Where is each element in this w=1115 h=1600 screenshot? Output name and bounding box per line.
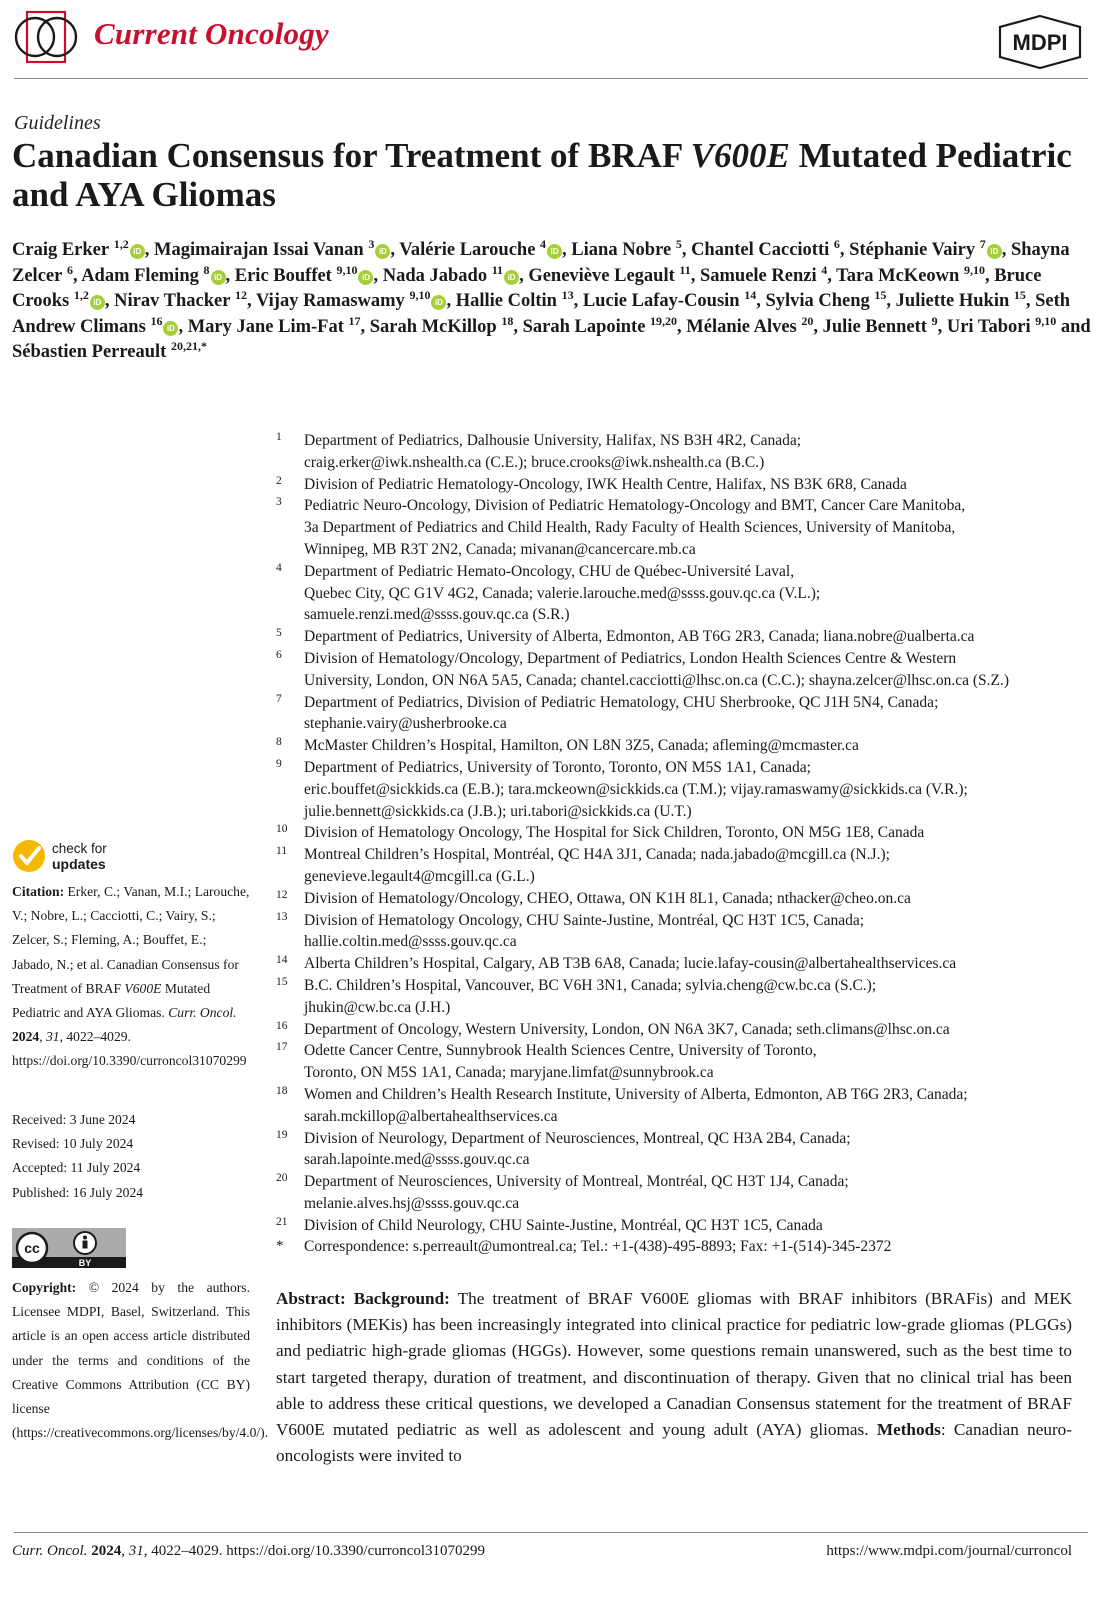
author-affiliation-sup: 6	[66, 262, 73, 277]
check-for-updates-badge[interactable]	[12, 836, 142, 876]
author[interactable]	[522, 313, 687, 337]
affiliation-item	[276, 975, 1086, 1019]
author-separator: ,	[827, 265, 837, 286]
author-affiliation-sup: 19,20	[650, 313, 678, 328]
author-name: and Sébastien Perreault	[12, 316, 1091, 363]
author[interactable]	[12, 237, 154, 260]
check-updates-line2: updates	[52, 856, 106, 872]
abstract-methods-text: : Canadian neuro-oncologists were invited to	[276, 1420, 1073, 1466]
author-separator: ,	[178, 316, 188, 337]
footer-year: 2024	[91, 1543, 122, 1559]
author[interactable]	[114, 288, 256, 312]
author[interactable]	[187, 313, 370, 337]
author-name: Sylvia Cheng	[765, 291, 870, 312]
affiliation-number: 19	[276, 1128, 288, 1141]
affiliation-number: 14	[276, 954, 288, 967]
affiliation-line: Division of Neurology, Department of Neurosciences, Montreal, QC H3A 2B4, Canada;	[304, 1129, 851, 1147]
author[interactable]	[946, 313, 1061, 337]
affiliation-number: 6	[276, 648, 282, 661]
publication-dates	[12, 1108, 250, 1205]
author-name: Geneviève Legault	[528, 265, 675, 286]
author-name: Juliette Hukin	[895, 291, 1010, 312]
affiliation-number: 8	[276, 736, 282, 749]
footer-volume: 31	[128, 1543, 144, 1559]
affiliation-line: Department of Pediatrics, University of Toronto, Toronto, ON M5S 1A1, Canada;	[304, 758, 811, 776]
journal-name[interactable]: Current Oncology	[94, 16, 329, 51]
affiliation-item	[276, 1019, 1086, 1041]
affiliation-line: genevieve.legault4@mcgill.ca (G.L.)	[304, 867, 535, 885]
author-name: Nirav Thacker	[114, 291, 231, 312]
affiliation-item	[276, 430, 1086, 474]
affiliation-line: Department of Pediatrics, Dalhousie University, Halifax, NS B3H 4R2, Canada;	[304, 432, 802, 449]
affiliation-number: 4	[276, 561, 282, 574]
author-separator: ,	[104, 291, 115, 312]
author-separator: ,	[573, 291, 583, 312]
abstract	[276, 1286, 1072, 1469]
author-name: Craig Erker	[12, 240, 110, 260]
affiliation-number: 5	[276, 627, 282, 640]
affiliation-line: Division of Hematology Oncology, The Hospital for Sick Children, Toronto, ON M5G 1E8, Canada	[304, 824, 925, 842]
affiliation-item	[276, 735, 1086, 757]
affiliation-line: Department of Pediatrics, Division of Pediatric Hematology, CHU Sherbrooke, QC J1H 5N4, Canada;	[304, 693, 939, 711]
citation-block: Citation: Erker, C.; Vanan, M.I.; Larouche, V.; Nobre, L.; Cacciotti, C.; Vairy, S.; Zelcer, S.; Fleming, A.; Bouffet, E.; Jabado, N.; et al. Canadian Consensus for Treatment of BRAF V600E Mutated Pediatric and AYA Gliomas. Curr. Oncol. 2024, 31, 4022–4029. https://doi.org/10.3390/curroncol31070299	[12, 884, 250, 1069]
orcid-icon[interactable]: iD	[90, 295, 105, 310]
affiliation-item	[276, 910, 1086, 954]
copyright-notice	[12, 1276, 269, 1445]
orcid-icon[interactable]: iD	[987, 244, 1002, 259]
author-name: Lucie Lafay-Cousin	[582, 291, 740, 312]
author-separator: ,	[72, 265, 82, 286]
author-separator: ,	[519, 265, 529, 286]
author-affiliation-sup: 20,21,*	[170, 339, 207, 354]
author[interactable]	[455, 288, 583, 312]
affiliation-line: samuele.renzi.med@ssss.gouv.qc.ca (S.R.)	[304, 606, 570, 624]
orcid-icon[interactable]: iD	[130, 244, 145, 259]
author-affiliation-sup: 9,10	[409, 288, 431, 303]
orcid-icon[interactable]: iD	[375, 244, 390, 259]
author-name: Julie Bennett	[822, 316, 927, 337]
check-updates-line1: check for	[52, 841, 107, 856]
author-separator: ,	[813, 316, 823, 337]
author-name: Valérie Larouche	[399, 240, 536, 260]
affiliation-line: Odette Cancer Centre, Sunnybrook Health Sciences Centre, University of Toronto,	[304, 1042, 817, 1060]
affiliation-number: 20	[276, 1172, 288, 1185]
author-separator: ,	[690, 265, 700, 286]
affiliation-item	[276, 495, 1086, 560]
orcid-icon[interactable]: iD	[358, 270, 373, 285]
orcid-icon[interactable]: iD	[547, 244, 562, 259]
author-separator: ,	[756, 291, 766, 312]
affiliation-number: 10	[276, 823, 288, 836]
copyright-text: © 2024 by the authors. Licensee MDPI, Basel, Switzerland. This article is an open access article distributed under the terms and conditions of the Creative Commons Attribution (CC BY) license (https://creativecommons.org/licenses/by/4.0/).	[12, 1280, 269, 1441]
affiliation-item	[276, 474, 1086, 496]
affiliation-line: sarah.mckillop@albertahealthservices.ca	[304, 1107, 558, 1125]
citation-label: Citation:	[12, 884, 65, 899]
affiliation-line: Department of Pediatrics, University of Alberta, Edmonton, AB T6G 2R3, Canada; liana.nobre@ualberta.ca	[304, 628, 975, 646]
author-affiliation-sup: 9	[931, 313, 938, 328]
title-gene-italic: V600E	[690, 136, 790, 175]
orcid-icon[interactable]: iD	[504, 270, 519, 285]
affiliation-number: 21	[276, 1215, 288, 1228]
author-separator: ,	[144, 240, 154, 260]
author-name: Vijay Ramaswamy	[255, 291, 405, 312]
journal-logo	[14, 10, 78, 64]
affiliation-line: Toronto, ON M5S 1A1, Canada; maryjane.limfat@sunnybrook.ca	[304, 1064, 714, 1082]
correspondence	[276, 1236, 1086, 1258]
publisher-logo[interactable]	[992, 14, 1088, 70]
author-affiliation-sup: 3	[368, 237, 375, 251]
affiliation-line: Department of Oncology, Western University, London, ON N6A 3K7, Canada; seth.climans@lhsc.on.ca	[304, 1020, 950, 1038]
footer-divider	[14, 1532, 1088, 1533]
author-affiliation-sup: 17	[348, 313, 361, 328]
affiliation-item	[276, 1128, 1086, 1172]
author-affiliation-sup: 14	[744, 288, 757, 303]
abstract-methods-label: Methods	[876, 1420, 941, 1440]
author-affiliation-sup: 9,10	[963, 262, 985, 277]
header-divider	[14, 78, 1088, 79]
affiliation-line: Department of Neurosciences, University of Montreal, Montréal, QC H3T 1J4, Canada;	[304, 1173, 849, 1191]
author[interactable]	[836, 262, 995, 286]
affiliation-item	[276, 1215, 1086, 1237]
author-affiliation-sup: 1,2	[73, 288, 89, 303]
author[interactable]	[686, 313, 823, 337]
affiliation-line: Women and Children’s Health Research Institute, University of Alberta, Edmonton, AB T6G 2R3, Canada;	[304, 1085, 968, 1103]
footer-doi[interactable]: , 4022–4029. https://doi.org/10.3390/curroncol31070299	[143, 1543, 486, 1559]
author-name: Tara McKeown	[836, 265, 960, 286]
affiliation-line: melanie.alves.hsj@ssss.gouv.qc.ca	[304, 1194, 520, 1212]
affiliation-item	[276, 692, 1086, 736]
affiliation-line: hallie.coltin.med@ssss.gouv.qc.ca	[304, 933, 517, 951]
affiliation-item	[276, 626, 1086, 648]
author-affiliation-sup: 7	[979, 237, 986, 251]
affiliation-number: 16	[276, 1019, 288, 1032]
affiliation-number: 18	[276, 1084, 288, 1097]
author-name: Eric Bouffet	[234, 265, 332, 286]
affiliation-line: jhukin@cw.bc.ca (J.H.)	[304, 998, 451, 1016]
author-name: Adam Fleming	[81, 265, 199, 286]
citation-year: 2024	[12, 1029, 40, 1045]
author[interactable]	[81, 262, 235, 286]
journal-logo-icon	[14, 10, 78, 64]
affiliation-line: Montreal Children’s Hospital, Montréal, QC H4A 3J1, Canada; nada.jabado@mcgill.ca (N.J.);	[304, 846, 890, 864]
author-name: Sarah McKillop	[369, 316, 497, 337]
author-affiliation-sup: 11	[491, 262, 504, 277]
article-type: Guidelines	[14, 112, 101, 134]
author-separator: ,	[681, 240, 692, 260]
author-affiliation-sup: 13	[561, 288, 574, 303]
affiliation-line: Division of Hematology Oncology, CHU Sainte-Justine, Montréal, QC H3T 1C5, Canada;	[304, 911, 865, 929]
author-name: Uri Tabori	[946, 316, 1031, 337]
author-name: Shayna Zelcer	[12, 240, 1070, 286]
published-date: Published: 16 July 2024	[12, 1184, 144, 1200]
cc-by-icon	[12, 1228, 126, 1268]
citation-gene: V600E	[124, 980, 162, 996]
affiliation-line: 3a Department of Pediatrics and Child Health, Rady Faculty of Health Sciences, University of Manitoba,	[304, 519, 956, 537]
affiliation-number: 17	[276, 1041, 288, 1054]
affiliation-line: julie.bennett@sickkids.ca (J.B.); uri.tabori@sickkids.ca (U.T.)	[304, 802, 692, 820]
author-affiliation-sup: 15	[874, 288, 887, 303]
affiliation-number: 15	[276, 975, 288, 988]
affiliation-number: 9	[276, 757, 282, 770]
affiliation-line: Quebec City, QC G1V 4G2, Canada; valerie.larouche.med@ssss.gouv.qc.ca (V.L.);	[304, 584, 821, 602]
author-separator: ,	[390, 240, 400, 260]
author-affiliation-sup: 18	[501, 313, 514, 328]
by-text: BY	[78, 1258, 92, 1268]
cc-text: cc	[24, 1240, 40, 1256]
received-date: Received: 3 June 2024	[12, 1112, 136, 1127]
author-name: Magimairajan Issai Vanan	[153, 240, 364, 260]
author-affiliation-sup: 4	[540, 237, 547, 251]
author-separator: ,	[839, 240, 850, 260]
author-affiliation-sup: 6	[833, 237, 840, 251]
author-name: Chantel Cacciotti	[691, 240, 830, 260]
copyright-label: Copyright:	[12, 1280, 77, 1295]
affiliation-line: Alberta Children’s Hospital, Calgary, AB T3B 6A8, Canada; lucie.lafay-cousin@albertahealthservices.ca	[304, 955, 957, 973]
author[interactable]	[822, 313, 947, 337]
author-separator: ,	[984, 265, 995, 286]
author-separator: ,	[1001, 240, 1011, 260]
author-name: Mary Jane Lim-Fat	[187, 316, 344, 337]
affiliation-item	[276, 888, 1086, 910]
affiliation-line: sarah.lapointe.med@ssss.gouv.qc.ca	[304, 1151, 530, 1169]
author[interactable]	[895, 288, 1036, 312]
author-name: Mélanie Alves	[686, 316, 797, 337]
author-separator: ,	[562, 240, 572, 260]
author-name: Seth Andrew Climans	[12, 291, 1071, 337]
author[interactable]	[691, 237, 850, 260]
affiliation-item	[276, 757, 1086, 822]
mdpi-logo-icon	[992, 14, 1088, 70]
revised-date: Revised: 10 July 2024	[12, 1136, 134, 1152]
affiliation-number: 1	[276, 431, 282, 443]
affiliation-item	[276, 822, 1086, 844]
affiliation-line: B.C. Children’s Hospital, Vancouver, BC V6H 3N1, Canada; sylvia.cheng@cw.bc.ca (S.C.);	[304, 976, 877, 994]
affiliation-number: *	[276, 1238, 284, 1255]
affiliation-item	[276, 1040, 1086, 1084]
author-name: Samuele Renzi	[699, 265, 817, 286]
affiliation-item	[276, 648, 1086, 692]
affiliation-item	[276, 953, 1086, 975]
author-affiliation-sup: 5	[675, 237, 682, 251]
author-name: Bruce Crooks	[12, 265, 1042, 312]
affiliation-number: 2	[276, 474, 282, 487]
author-affiliation-sup: 15	[1013, 288, 1026, 303]
abstract-background-label: Background:	[353, 1289, 450, 1308]
author-name: Sarah Lapointe	[522, 316, 646, 337]
affiliation-line: Correspondence: s.perreault@umontreal.ca; Tel.: +1-(438)-495-8893; Fax: +1-(514)-345-2372	[304, 1238, 892, 1256]
affiliation-item	[276, 844, 1086, 888]
author-name: Liana Nobre	[571, 240, 672, 260]
affiliation-line: Pediatric Neuro-Oncology, Division of Pediatric Hematology-Oncology and BMT, Cancer Care Manitoba,	[304, 497, 966, 515]
author[interactable]	[699, 262, 837, 286]
author[interactable]	[399, 237, 572, 260]
author-separator: ,	[446, 291, 456, 312]
citation-volume: 31	[45, 1029, 60, 1045]
citation-text-2: Mutated Pediatric and AYA Gliomas.	[12, 980, 211, 1021]
author-affiliation-sup: 11	[679, 262, 691, 277]
affiliation-number: 11	[276, 845, 288, 858]
affiliation-line: Division of Child Neurology, CHU Sainte-Justine, Montréal, QC H3T 1C5, Canada	[304, 1216, 823, 1234]
citation-doi[interactable]: , 4022–4029. https://doi.org/10.3390/curroncol31070299	[12, 1029, 247, 1069]
author[interactable]	[571, 237, 692, 260]
author[interactable]	[382, 262, 529, 286]
orcid-icon[interactable]: iD	[163, 321, 178, 336]
author[interactable]	[765, 288, 896, 312]
orcid-icon[interactable]: iD	[431, 295, 446, 310]
author[interactable]	[153, 237, 400, 260]
affiliation-item	[276, 1171, 1086, 1215]
affiliation-line: Department of Pediatric Hemato-Oncology, CHU de Québec-Université Laval,	[304, 562, 795, 580]
orcid-icon[interactable]: iD	[211, 270, 226, 285]
affiliation-list	[276, 430, 1086, 1258]
affiliation-number: 12	[276, 888, 288, 901]
affiliation-line: Division of Hematology/Oncology, CHEO, Ottawa, ON K1H 8L1, Canada; nthacker@cheo.on.ca	[304, 889, 911, 907]
check-updates-icon	[12, 836, 142, 876]
author-separator: ,	[677, 316, 687, 337]
affiliation-line: McMaster Children’s Hospital, Hamilton, ON L8N 3Z5, Canada; afleming@mcmaster.ca	[304, 737, 859, 755]
affiliation-number: 13	[276, 910, 288, 923]
author[interactable]	[849, 237, 1011, 260]
author-affiliation-sup: 4	[821, 262, 828, 277]
publisher-name: MDPI	[1012, 30, 1068, 55]
author-affiliation-sup: 12	[235, 288, 248, 303]
author-affiliation-sup: 1,2	[113, 237, 129, 251]
affiliation-item	[276, 561, 1086, 626]
footer-journal-url[interactable]: https://www.mdpi.com/journal/curroncol	[826, 1543, 1072, 1559]
author-affiliation-sup: 8	[203, 262, 210, 277]
affiliation-line: Division of Pediatric Hematology-Oncology, IWK Health Centre, Halifax, NS B3K 6R8, Canada	[304, 475, 907, 493]
author-affiliation-sup: 20	[801, 313, 814, 328]
author[interactable]	[255, 288, 456, 312]
abstract-label: Abstract:	[276, 1289, 346, 1308]
author-separator: ,	[247, 291, 256, 312]
affiliation-line: craig.erker@iwk.nshealth.ca (C.E.); bruce.crooks@iwk.nshealth.ca (B.C.)	[304, 453, 765, 471]
abstract-background-text: The treatment of BRAF V600E gliomas with BRAF inhibitors (BRAFis) and MEK inhibitors (MEKis) has been increasingly integrated into clinical practice for pediatric low-grade gliomas (PLGGs) and pediatric high-grade gliomas (HGGs). However, some questions remain unanswered, such as the best time to start targeted therapy, duration of treatment, and discontinuation of therapy. Given that no clinical trial has been able to address these critical questions, we developed a Canadian Consensus statement for the treatment of BRAF V600E mutated pediatric as well as adolescent and young adult (AYA) gliomas.	[276, 1289, 1073, 1440]
affiliation-item	[276, 1084, 1086, 1128]
affiliation-line: stephanie.vairy@usherbrooke.ca	[304, 715, 507, 733]
author-name: Hallie Coltin	[455, 291, 557, 312]
citation-text: Erker, C.; Vanan, M.I.; Larouche, V.; Nobre, L.; Cacciotti, C.; Vairy, S.; Zelcer, S.; Fleming, A.; Bouffet, E.; Jabado, N.; et al. Canadian Consensus for Treatment of BRAF	[12, 884, 250, 996]
author-name: Stéphanie Vairy	[849, 240, 976, 260]
accepted-date: Accepted: 11 July 2024	[12, 1160, 141, 1176]
footer-citation: Curr. Oncol. 2024, 31, 4022–4029. https://doi.org/10.3390/curroncol31070299	[12, 1543, 486, 1559]
footer-journal: Curr. Oncol.	[12, 1543, 88, 1559]
author-list	[12, 238, 1092, 366]
article-title	[12, 136, 1082, 214]
author-affiliation-sup: 9,10	[1035, 313, 1057, 328]
author-separator: ,	[373, 265, 383, 286]
author-affiliation-sup: 9,10	[336, 262, 358, 277]
citation-journal: Curr. Oncol.	[168, 1005, 237, 1021]
affiliation-number: 7	[276, 692, 282, 705]
title-part-2: Mutated Pediatric and AYA Gliomas	[12, 136, 1072, 214]
author[interactable]	[234, 262, 383, 286]
author-separator: ,	[937, 316, 947, 337]
author-separator: ,	[1025, 291, 1036, 312]
author-separator: ,	[225, 265, 235, 286]
author-separator: ,	[360, 316, 370, 337]
author-affiliation-sup: 16	[150, 313, 163, 328]
affiliation-line: Division of Hematology/Oncology, Department of Pediatrics, London Health Sciences Centre & Western	[304, 649, 957, 667]
affiliation-line: eric.bouffet@sickkids.ca (E.B.); tara.mckeown@sickkids.ca (T.M.); vijay.ramaswamy@sickkids.ca (V.R.);	[304, 780, 968, 798]
author-separator: ,	[886, 291, 896, 312]
author[interactable]	[369, 313, 523, 337]
title-part-1: Canadian Consensus for Treatment of BRAF	[12, 136, 691, 175]
cc-by-license-badge[interactable]	[12, 1228, 126, 1268]
affiliation-line: University, London, ON N6A 5A5, Canada; chantel.cacciotti@lhsc.on.ca (C.C.); shayna.zelcer@lhsc.on.ca (S.Z.)	[304, 671, 1010, 689]
author-separator: ,	[513, 316, 523, 337]
author[interactable]	[582, 288, 766, 312]
affiliation-line: Winnipeg, MB R3T 2N2, Canada; mivanan@cancercare.mb.ca	[304, 540, 696, 558]
affiliation-number: 3	[276, 496, 282, 509]
author[interactable]	[528, 262, 700, 286]
author-name: Nada Jabado	[382, 265, 488, 286]
